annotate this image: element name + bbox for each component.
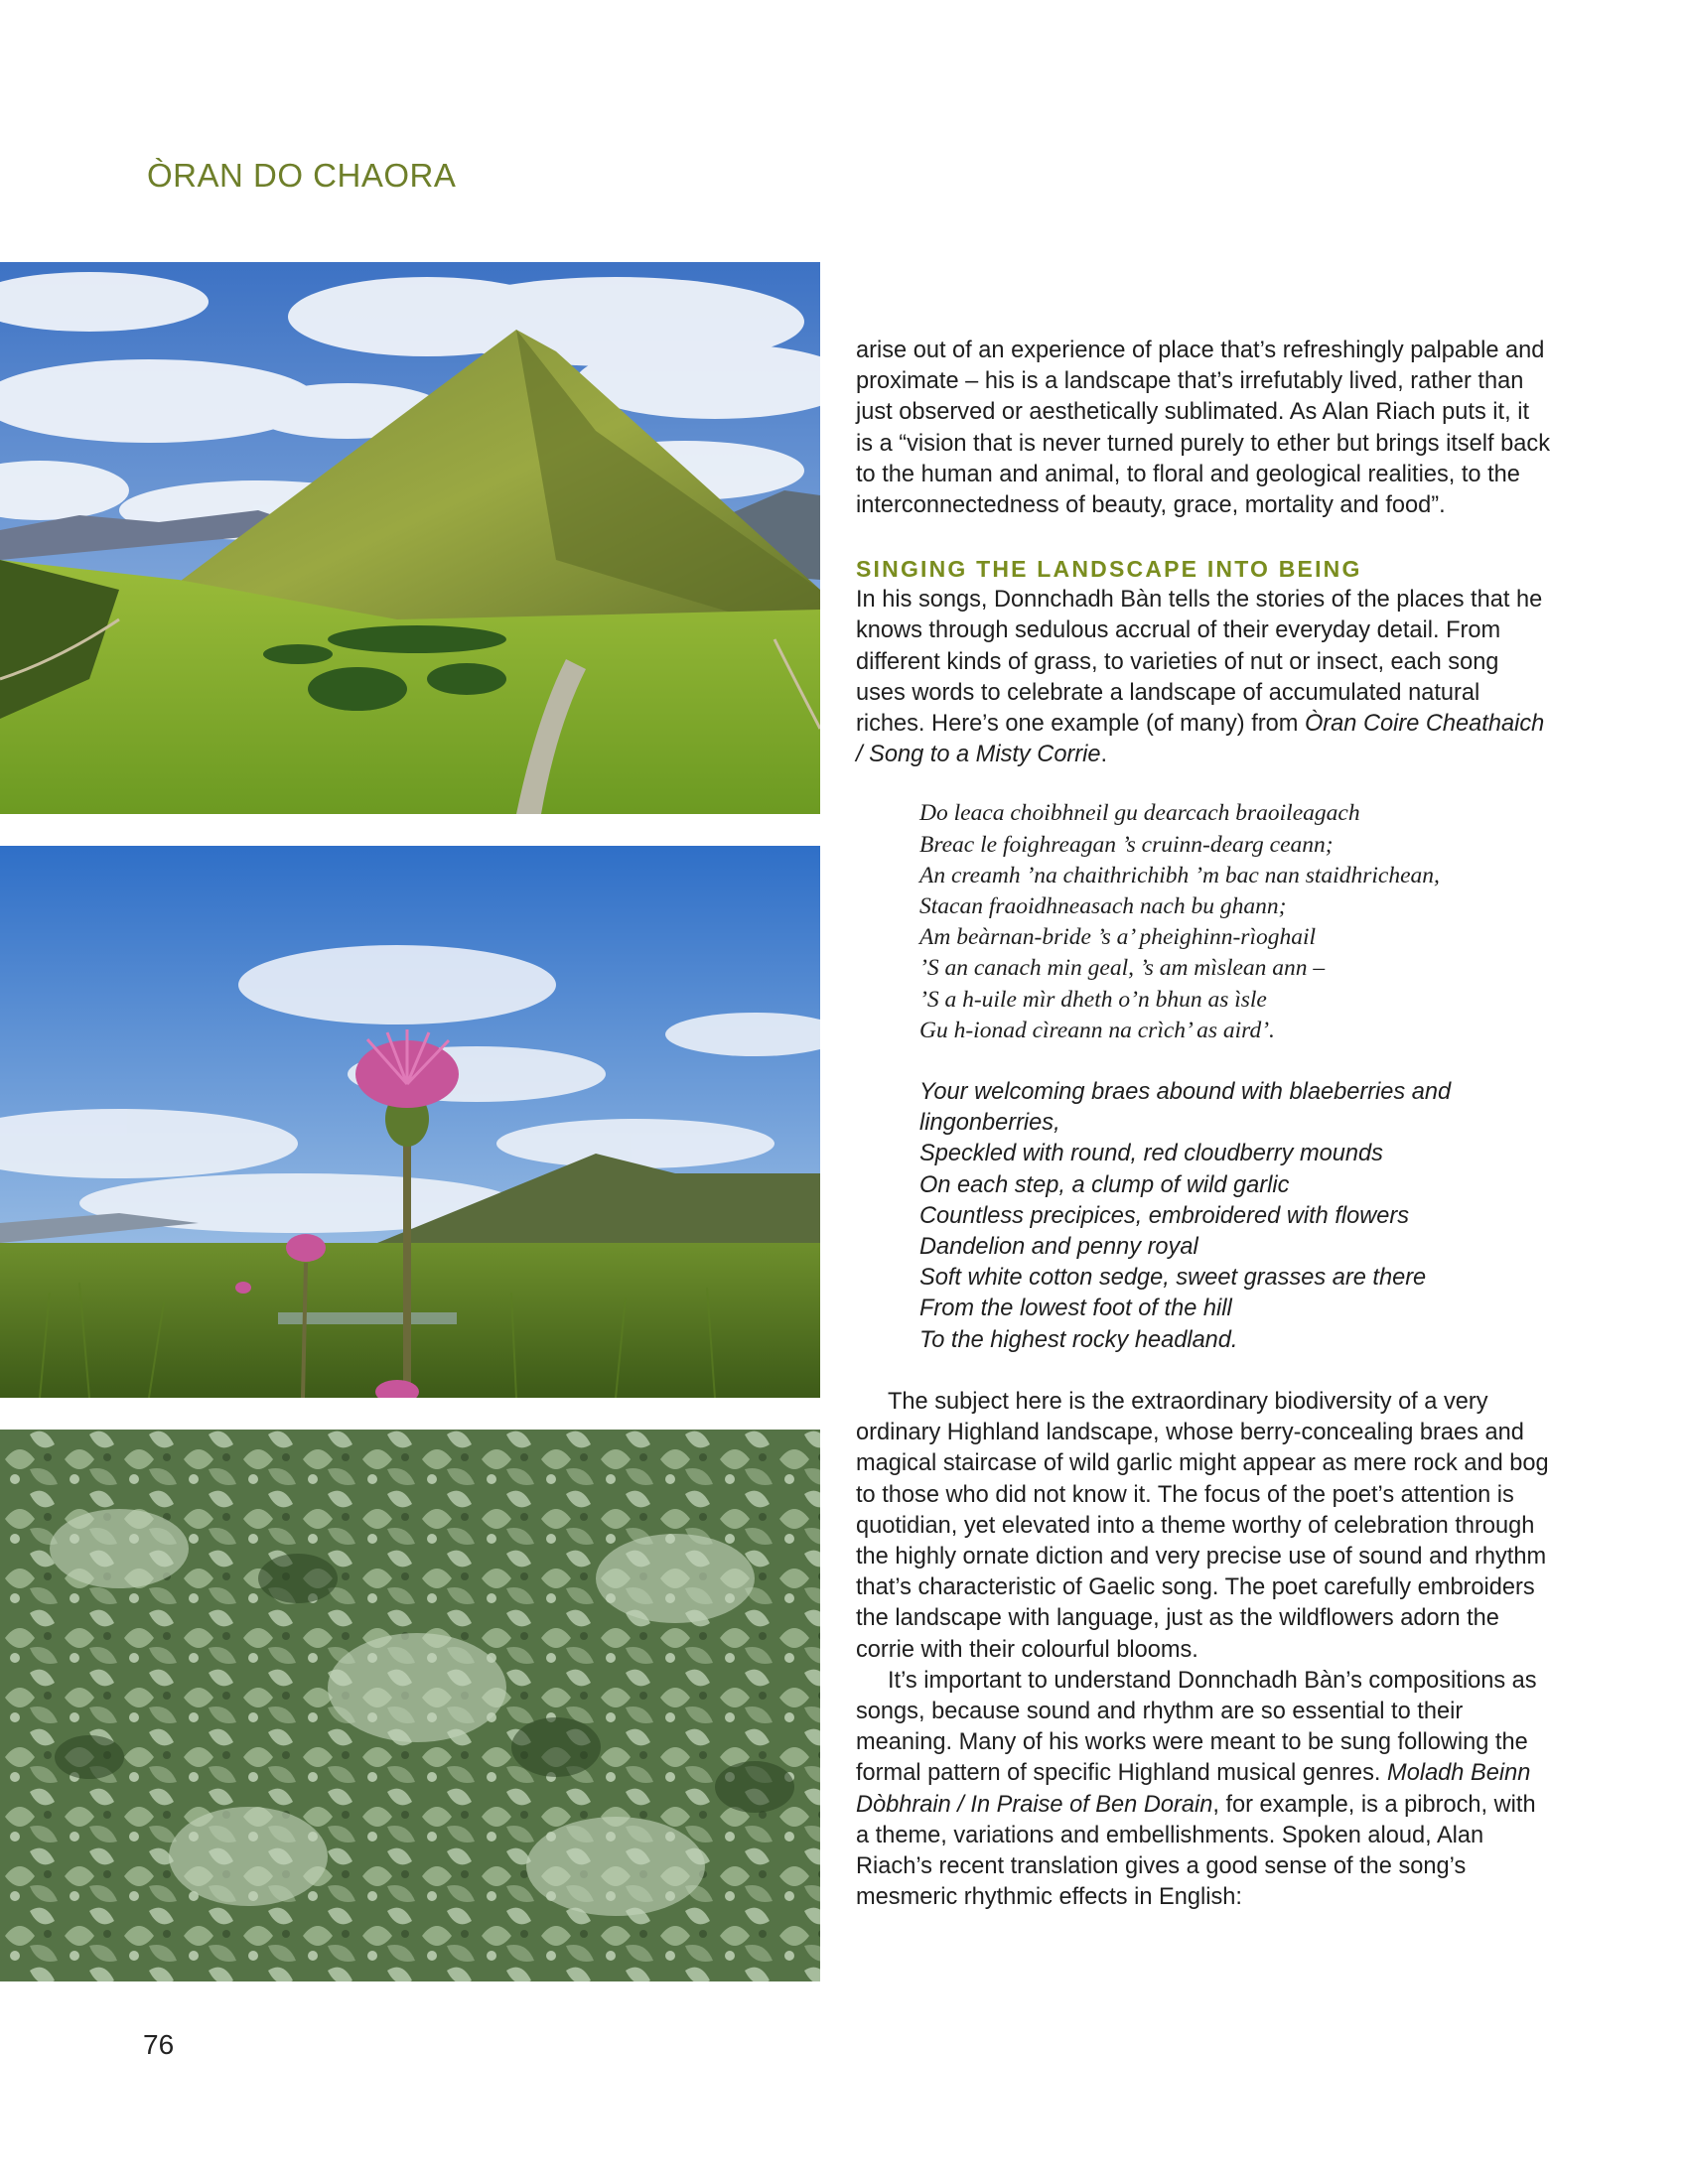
poem-gaelic-line: ’S an canach min geal, ’s am mìslean ann –: [919, 955, 1326, 982]
highland-mountain-photo: [0, 262, 820, 814]
thistle-photo: [0, 846, 820, 1398]
paragraph-2-end: .: [1100, 742, 1108, 768]
page-number: 76: [143, 2029, 175, 2060]
poem-gaelic-line: ’S a h-uile mìr dheth o’n bhun as ìsle: [919, 986, 1267, 1013]
poem-english-line: To the highest rocky headland.: [919, 1326, 1238, 1353]
article-text-column: [856, 336, 1551, 1913]
section-heading: SINGING THE LANDSCAPE INTO BEING: [856, 556, 1362, 583]
song-title-ben-dorain: Moladh Beinn Dòbhrain / In Praise of Ben Dorain: [856, 1760, 1531, 1818]
poem-gaelic-line: Do leaca choibhneil gu dearcach braoileagach: [919, 800, 1360, 827]
poem-english-line: On each step, a clump of wild garlic: [919, 1171, 1290, 1198]
poem-english-line: Speckled with round, red cloudberry mounds: [919, 1141, 1383, 1167]
paragraph-2: [856, 585, 1551, 770]
poem-english-line: From the lowest foot of the hill: [919, 1296, 1232, 1322]
running-head: ÒRAN DO CHAORA: [147, 157, 457, 194]
paragraph-4-end: , for example, is a pibroch, with a theme, variations and embellishments. Spoken aloud, Alan Riach’s recent translation gives a good sense of the song’s mesmeric rhythmic effects in English:: [856, 1791, 1536, 1911]
paragraph-4: [856, 1666, 1551, 1914]
poem-english-line: Your welcoming braes abound with blaeberries and: [919, 1079, 1452, 1106]
poem-gaelic-line: Breac le foighreagan ’s cruinn-dearg ceann;: [919, 831, 1334, 858]
poem-gaelic-line: Am beàrnan-bride ’s a’ pheighinn-rìoghail: [919, 924, 1317, 951]
poem-gaelic-line: Gu h-ionad cìreann na crìch’ as aird’.: [919, 1017, 1275, 1043]
poem-english-line: Soft white cotton sedge, sweet grasses are there: [919, 1265, 1427, 1292]
poem-gaelic-line: An creamh ’na chaithrichibh ’m bac nan staidhrichean,: [919, 862, 1440, 888]
poem-gaelic: [919, 798, 1551, 1046]
poem-gaelic-line: Stacan fraoidhneasach nach bu ghann;: [919, 893, 1287, 920]
paragraph-4-text: It’s important to understand Donnchadh Bàn’s compositions as songs, because sound and rhythm are so essential to their meaning. Many of his works were meant to be sung following the formal pattern of specific Highland musical genres.: [856, 1667, 1537, 1787]
paragraph-2-text: In his songs, Donnchadh Bàn tells the stories of the places that he knows through sedulous accrual of their everyday detail. From different kinds of grass, to varieties of nut or insect, each song uses words to celebrate a landscape of accumulated natural riches. Here’s one example (of many) from: [856, 587, 1543, 738]
poem-english-line: Countless precipices, embroidered with flowers: [919, 1202, 1410, 1229]
poem-english-line: Dandelion and penny royal: [919, 1234, 1198, 1261]
paragraph-1: arise out of an experience of place that’s refreshingly palpable and proximate – his is a landscape that’s irrefutably lived, rather than just observed or aesthetically sublimated. As Alan Riach puts it, it is a “vision that is never turned purely to ether but brings itself back to the human and animal, to floral and geological realities, to the interconnectedness of beauty, grace, mortality and food”.: [856, 338, 1550, 519]
poem-english: [919, 1077, 1551, 1356]
wild-plants-photo: [0, 1430, 820, 1981]
poem-english-line: lingonberries,: [919, 1110, 1060, 1137]
song-title-misty-corrie: Òran Coire Cheathaich / Song to a Misty Corrie: [856, 711, 1545, 768]
paragraph-3: The subject here is the extraordinary biodiversity of a very ordinary Highland landscape, whose berry-concealing braes and magical staircase of wild garlic might appear as mere rock and bog to those who did not know it. The focus of the poet’s attention is quotidian, yet elevated into a theme worthy of celebration through the highly ornate diction and very precise use of sound and rhythm that’s characteristic of Gaelic song. The poet carefully embroiders the landscape with language, just as the wildflowers adorn the corrie with their colourful blooms.: [856, 1388, 1549, 1663]
